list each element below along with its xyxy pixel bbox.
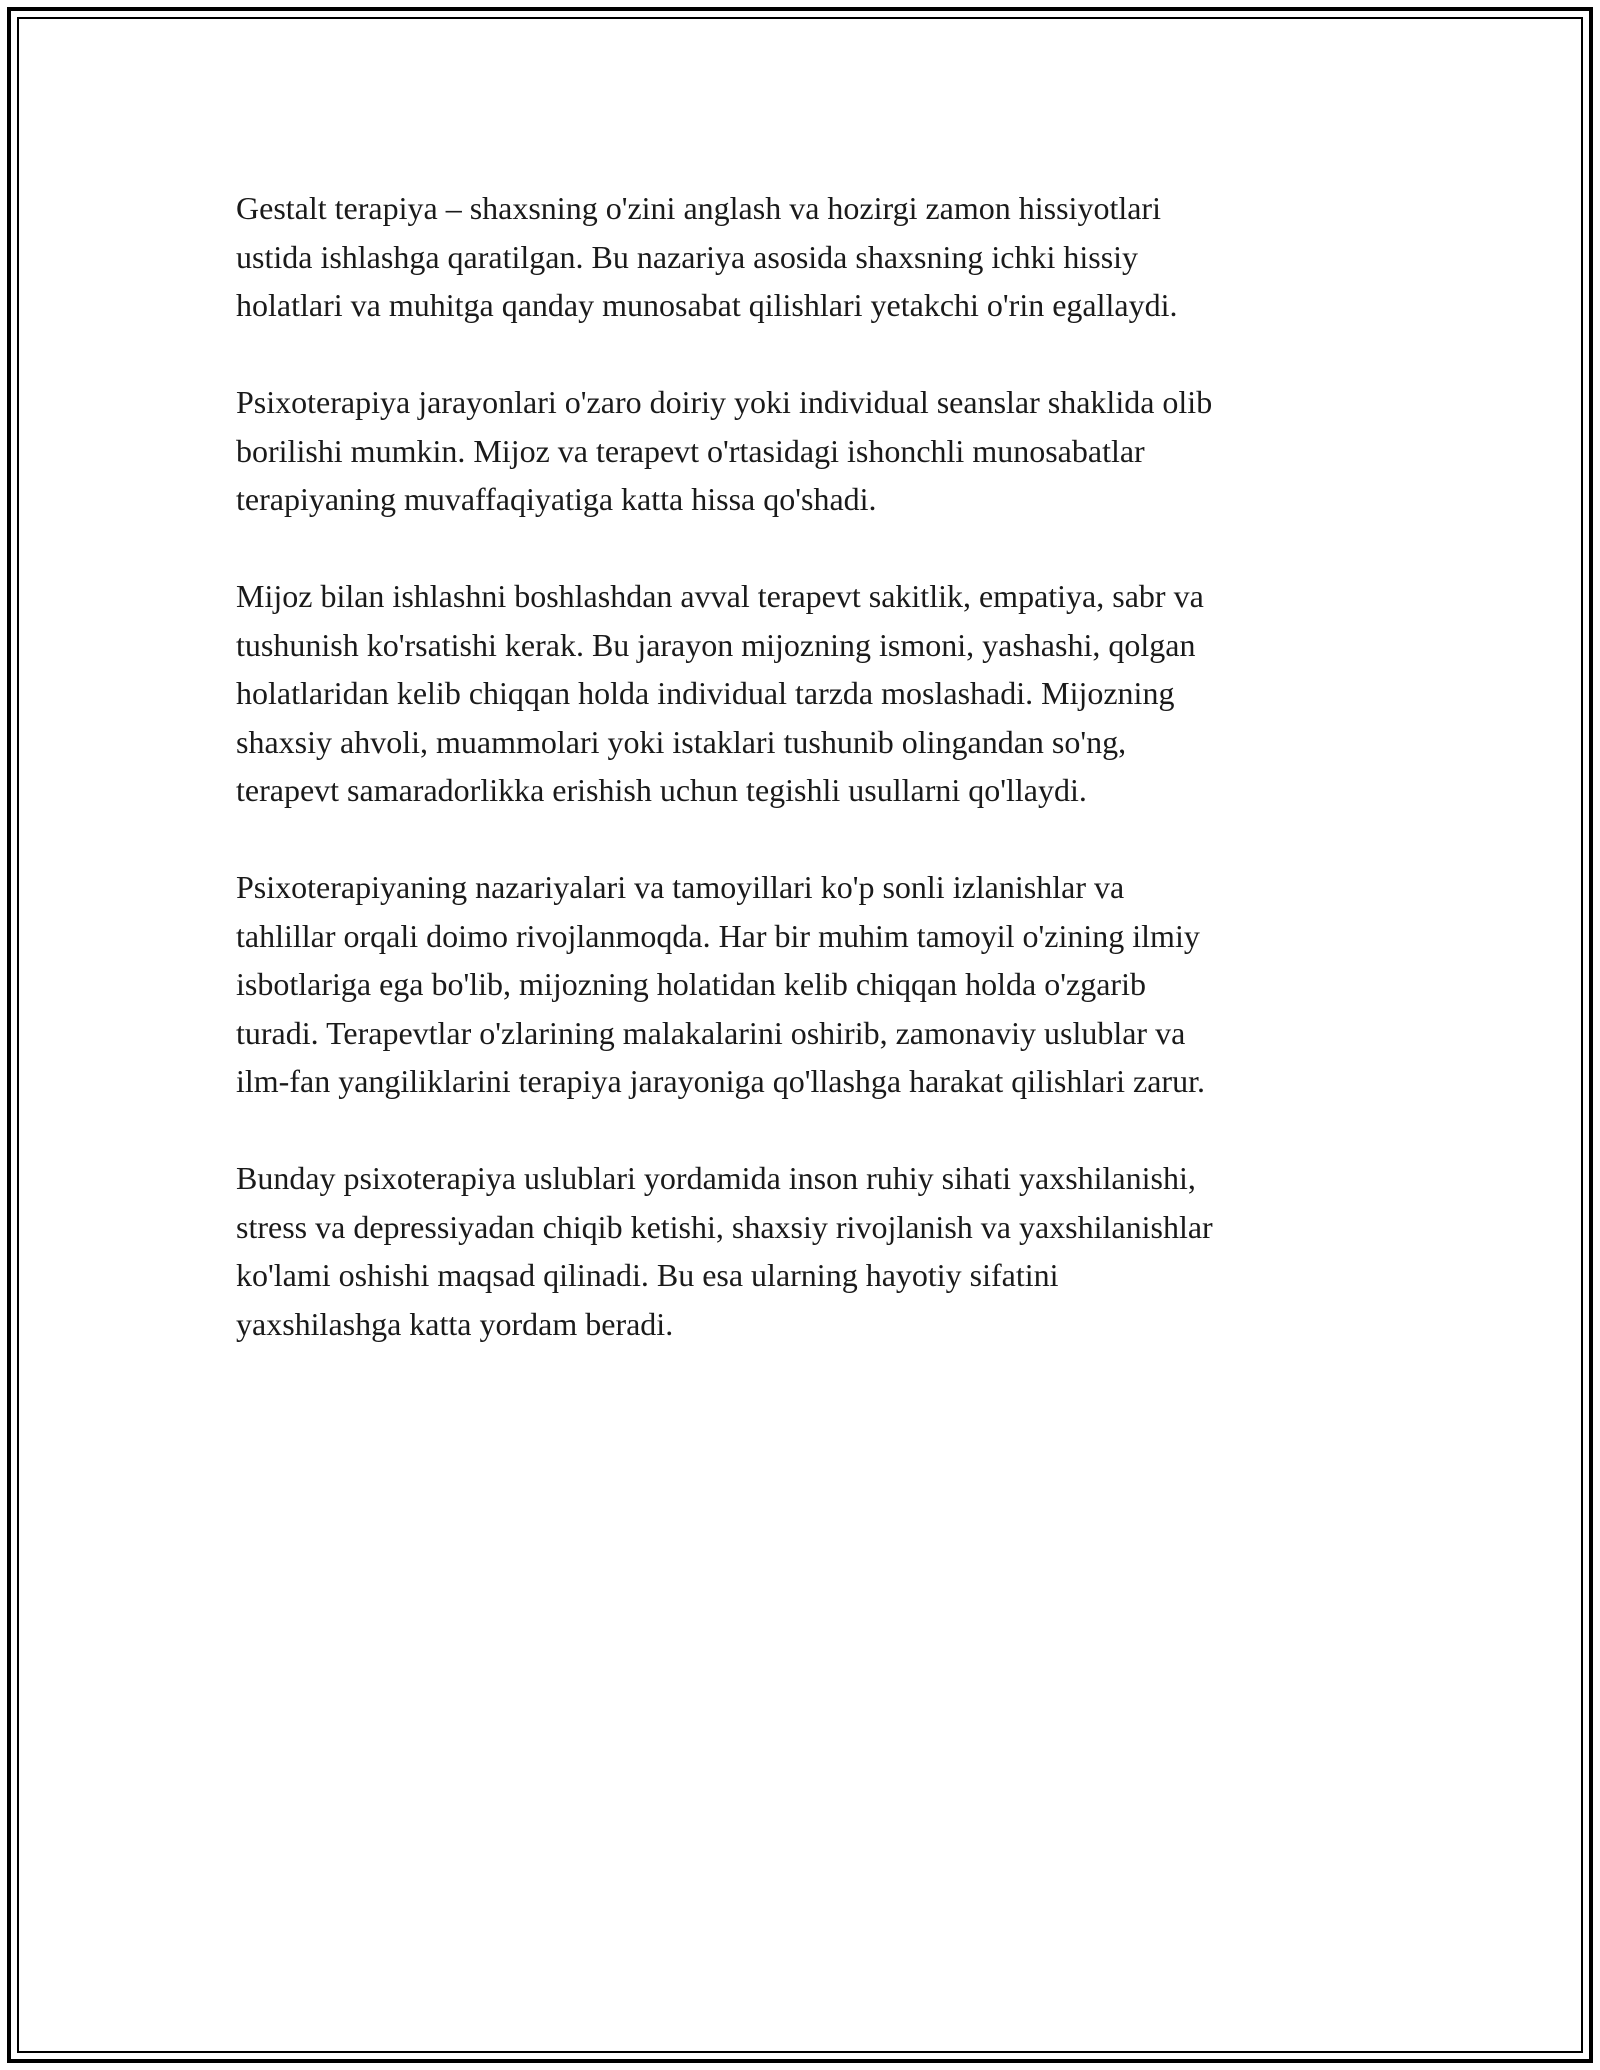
text-line: turadi. Terapevtlar o'zlarining malakalarini oshirib, zamonaviy uslublar va (236, 1014, 1186, 1051)
text-line: holatlaridan kelib chiqqan holda individual tarzda moslashadi. Mijozning (236, 675, 1175, 711)
text-line: holatlari va muhitga qanday munosabat qilishlari yetakchi o'rin egallaydi. (236, 287, 1178, 323)
paragraph-2 (236, 378, 1366, 524)
text-line: ustida ishlashga qaratilgan. Bu nazariya asosida shaxsning ichki hissiy (236, 238, 1139, 275)
text-line: tushunish ko'rsatishi kerak. Bu jarayon mijozning ismoni, yashashi, qolgan (236, 626, 1196, 663)
text-line: terapiyaning muvaffaqiyatiga katta hissa qo'shadi. (236, 481, 877, 517)
paragraph-5 (236, 1154, 1366, 1348)
text-line: stress va depressiyadan chiqib ketishi, shaxsiy rivojlanish va yaxshilanishlar (236, 1208, 1213, 1245)
paragraph-3 (236, 572, 1366, 815)
text-line: yaxshilashga katta yordam beradi. (236, 1305, 674, 1342)
paragraph-1 (236, 184, 1366, 330)
text-line: terapevt samaradorlikka erishish uchun tegishli usullarni qo'llaydi. (236, 772, 1087, 808)
text-line: ko'lami oshishi maqsad qilinadi. Bu esa ularning hayotiy sifatini (236, 1257, 1059, 1293)
text-line: Mijoz bilan ishlashni boshlashdan avval terapevt sakitlik, empatiya, sabr va (236, 578, 1204, 614)
text-line: borilishi mumkin. Mijoz va terapevt o'rtasidagi ishonchli munosabatlar (236, 432, 1145, 469)
text-line: tahlillar orqali doimo rivojlanmoqda. Har bir muhim tamoyil o'zining ilmiy (236, 917, 1200, 954)
text-line: Gestalt terapiya – shaxsning o'zini anglash va hozirgi zamon hissiyotlari (236, 190, 1161, 226)
text-line: shaxsiy ahvoli, muammolari yoki istaklari tushunib olingandan so'ng, (236, 723, 1127, 760)
text-line: ilm-fan yangiliklarini terapiya jarayoniga qo'llashga harakat qilishlari zarur. (236, 1063, 1205, 1099)
text-line: Psixoterapiyaning nazariyalari va tamoyillari ko'p sonli izlanishlar va (236, 869, 1125, 905)
text-line: isbotlariga ega bo'lib, mijozning holatidan kelib chiqqan holda o'zgarib (236, 966, 1146, 1002)
text-line: Psixoterapiya jarayonlari o'zaro doiriy yoki individual seanslar shaklida olib (236, 384, 1213, 420)
paragraph-4 (236, 863, 1366, 1106)
text-line: Bunday psixoterapiya uslublari yordamida inson ruhiy sihati yaxshilanishi, (236, 1160, 1196, 1196)
document-body (236, 184, 1366, 1397)
